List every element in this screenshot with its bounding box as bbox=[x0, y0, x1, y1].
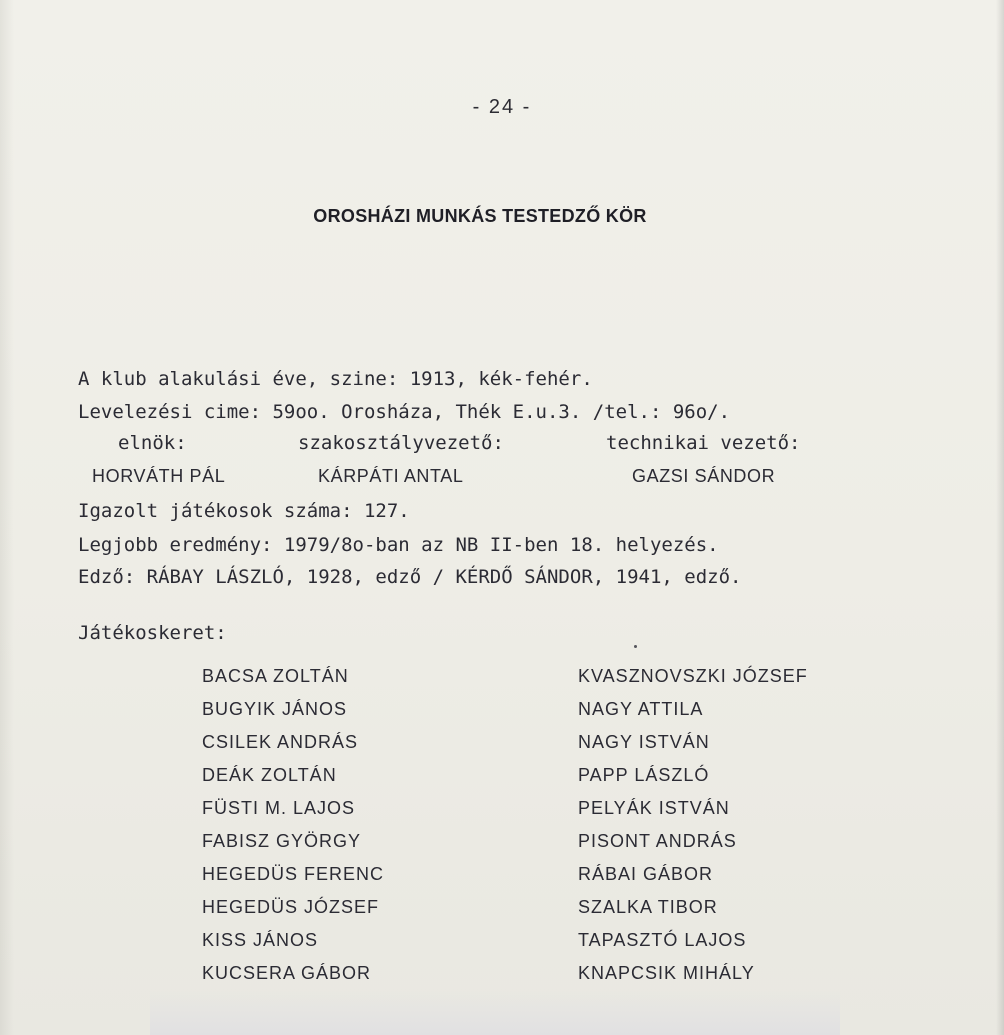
address-line: Levelezési cime: 59oo. Orosháza, Thék E.u.3. /tel.: 96o/. bbox=[78, 401, 731, 423]
list-item: KISS JÁNOS bbox=[202, 930, 319, 950]
list-item: CSILEK ANDRÁS bbox=[202, 732, 359, 752]
list-item: KUCSERA GÁBOR bbox=[202, 963, 372, 983]
role-label-president: elnök: bbox=[118, 432, 187, 454]
page-right-edge bbox=[996, 0, 1004, 1035]
scan-smudge bbox=[150, 990, 840, 1035]
list-item: TAPASZTÓ LAJOS bbox=[578, 930, 747, 950]
list-item: PAPP LÁSZLÓ bbox=[578, 765, 710, 785]
list-item: HEGEDÜS FERENC bbox=[202, 864, 385, 884]
page-number: - 24 - bbox=[472, 96, 532, 118]
list-item: RÁBAI GÁBOR bbox=[578, 864, 714, 884]
list-item: KNAPCSIK MIHÁLY bbox=[578, 963, 755, 983]
list-item: FABISZ GYÖRGY bbox=[202, 831, 362, 851]
squad-heading: Játékoskeret: bbox=[78, 622, 227, 644]
list-item: NAGY ATTILA bbox=[578, 699, 704, 719]
list-item: FÜSTI M. LAJOS bbox=[202, 798, 356, 818]
page-title: OROSHÁZI MUNKÁS TESTEDZŐ KÖR bbox=[313, 206, 647, 226]
role-name-president: HORVÁTH PÁL bbox=[92, 466, 226, 486]
best-result-line: Legjobb eredmény: 1979/8o-ban az NB II-ben 18. helyezés. bbox=[78, 534, 719, 556]
players-count-line: Igazolt játékosok száma: 127. bbox=[78, 500, 410, 522]
coach-line: Edző: RÁBAY LÁSZLÓ, 1928, edző / KÉRDŐ SÁNDOR, 1941, edző. bbox=[78, 566, 742, 588]
list-item: PISONT ANDRÁS bbox=[578, 831, 737, 851]
list-item: KVASZNOVSZKI JÓZSEF bbox=[578, 666, 808, 686]
list-item: PELYÁK ISTVÁN bbox=[578, 798, 730, 818]
list-item: BUGYIK JÁNOS bbox=[202, 699, 348, 719]
list-item: BACSA ZOLTÁN bbox=[202, 666, 349, 686]
list-item: HEGEDÜS JÓZSEF bbox=[202, 897, 380, 917]
role-label-section-head: szakosztályvezető: bbox=[298, 432, 504, 454]
squad-list-right bbox=[578, 660, 808, 990]
role-name-section-head: KÁRPÁTI ANTAL bbox=[318, 466, 464, 486]
squad-list-left bbox=[202, 660, 384, 990]
founding-line: A klub alakulási éve, szine: 1913, kék-fehér. bbox=[78, 368, 593, 390]
list-item: DEÁK ZOLTÁN bbox=[202, 765, 337, 785]
list-item: SZALKA TIBOR bbox=[578, 897, 718, 917]
role-label-technical-head: technikai vezető: bbox=[606, 432, 801, 454]
list-item: NAGY ISTVÁN bbox=[578, 732, 710, 752]
ink-speck bbox=[634, 645, 637, 648]
role-name-technical-head: GAZSI SÁNDOR bbox=[632, 466, 776, 486]
page-left-shadow bbox=[0, 0, 14, 1035]
